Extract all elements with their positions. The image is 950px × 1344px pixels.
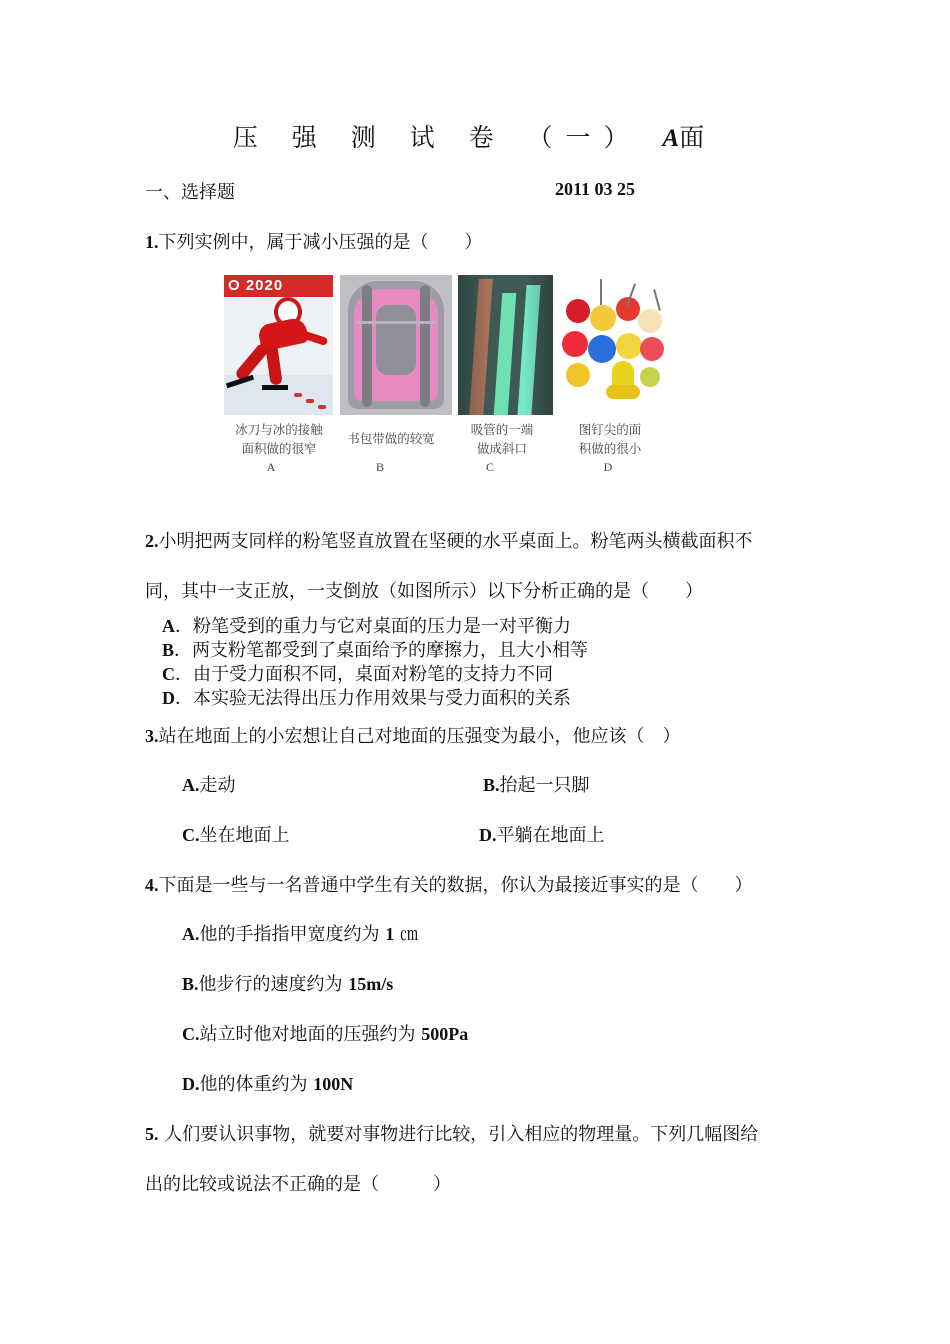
question-number: 3. (145, 726, 159, 746)
question-text: 下列实例中，属于减小压强的是（ ） (158, 232, 483, 253)
question-2 (145, 527, 753, 553)
question-4 (145, 871, 753, 897)
title-main: 压 强 测 试 卷 （一） (232, 123, 642, 152)
page-title (0, 118, 950, 154)
question-2-line2: 同，其中一支正放，一支倒放（如图所示）以下分析正确的是（ ） (145, 581, 703, 602)
q2-option-a: A．粉笔受到的重力与它对桌面的压力是一对平衡力 (162, 616, 571, 637)
skater-photo: O 2020 (224, 275, 333, 415)
q3-option-c: C.坐在地面上 (182, 825, 290, 846)
question-text: 站在地面上的小宏想让自己对地面的压强变为最小，他应该（ ） (158, 726, 681, 747)
q2-option-c: C．由于受力面积不同，桌面对粉笔的支持力不同 (162, 664, 553, 685)
q4-option-d: D.他的体重约为 100N (182, 1074, 354, 1095)
question-text: 人们要认识事物，就要对事物进行比较，引入相应的物理量。下列几幅图给 (158, 1124, 759, 1145)
question-number: 5. (145, 1124, 159, 1144)
q4-option-c: C.站立时他对地面的压强约为 500Pa (182, 1024, 469, 1045)
straw-photo (458, 275, 553, 415)
question-number: 2. (145, 531, 159, 551)
q3-option-a: A.走动 (182, 775, 236, 796)
title-a: A (662, 125, 680, 152)
section-heading: 一、选择题 (145, 182, 235, 203)
title-side: 面 (679, 123, 718, 152)
pushpin-photo (560, 275, 667, 415)
question-1 (145, 228, 483, 254)
caption-c: 吸管的一端 做成斜口 (470, 422, 534, 456)
caption-d: 图钉尖的面 积做的很小 (578, 422, 642, 456)
option-label-c: C (485, 460, 494, 474)
question-5 (145, 1120, 758, 1146)
q3-option-b: B.抬起一只脚 (483, 775, 590, 796)
q2-option-b: B．两支粉笔都受到了桌面给予的摩擦力，且大小相等 (162, 640, 589, 661)
question-text: 小明把两支同样的粉笔竖直放置在坚硬的水平桌面上。粉笔两头横截面积不 (158, 531, 753, 552)
caption-b: 书包带做的较宽 (347, 431, 435, 446)
q4-option-b: B.他步行的速度约为 15m/s (182, 974, 394, 995)
question-number: 1. (145, 232, 159, 252)
option-label-a: A (266, 460, 276, 474)
exam-date: 2011 03 25 (555, 179, 636, 199)
q4-option-a: A.他的手指指甲宽度约为 1 ㎝ (182, 924, 418, 945)
question-number: 4. (145, 875, 159, 895)
question-5-line2: 出的比较或说法不正确的是（ ） (145, 1174, 451, 1195)
q2-option-d: D．本实验无法得出压力作用效果与受力面积的关系 (162, 688, 571, 709)
option-label-d: D (603, 460, 613, 474)
backpack-photo (340, 275, 452, 415)
question-text: 下面是一些与一名普通中学生有关的数据，你认为最接近事实的是（ ） (158, 875, 753, 896)
option-label-b: B (375, 460, 384, 474)
q3-option-d: D.平躺在地面上 (479, 825, 605, 846)
question-3 (145, 722, 681, 748)
caption-a: 冰刀与冰的接触 面积做的很窄 (235, 422, 323, 456)
